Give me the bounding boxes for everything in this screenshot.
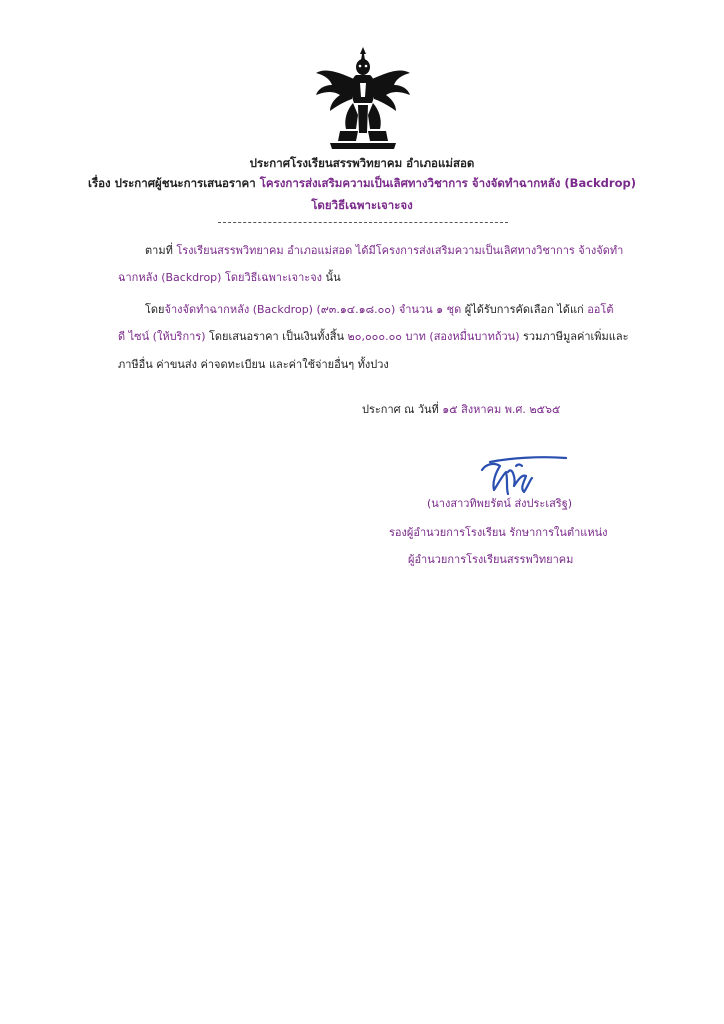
date-label: ประกาศ ณ วันที่	[362, 403, 439, 416]
announcement-date: ๑๕ สิงหาคม พ.ศ. ๒๕๖๕	[442, 403, 561, 416]
text-run: จำนวน	[398, 303, 433, 316]
signatory-name	[427, 496, 572, 512]
winner-name: ดี ไซน์ (ให้บริการ)	[118, 330, 206, 343]
dashed-divider	[218, 222, 508, 223]
quantity: ๑ ชุด	[436, 303, 462, 316]
price-text: บาท (สองหมื่นบาทถ้วน)	[405, 330, 520, 343]
paragraph-2-line-3	[118, 357, 389, 373]
handwritten-signature	[470, 452, 570, 500]
text-run: ผู้อำนวยการโรงเรียนสรรพวิทยาคม	[408, 553, 574, 566]
announcement-title	[0, 155, 724, 171]
method-line	[0, 197, 724, 213]
subject-line	[0, 175, 724, 191]
item-description: จ้างจัดทำฉากหลัง (Backdrop) (๙๓.๑๔.๑๘.๐๐)	[164, 303, 396, 316]
paragraph-1-line-2	[118, 270, 341, 286]
paragraph-2-line-2	[118, 329, 629, 345]
text-run: โดยเสนอราคา เป็นเงินทั้งสิ้น	[209, 330, 344, 343]
text-run: โดย	[145, 303, 165, 316]
signatory-position-1	[389, 525, 608, 541]
text-run: ภาษีอื่น ค่าขนส่ง ค่าจดทะเบียน และค่าใช้จ่ายอื่นๆ ทั้งปวง	[118, 358, 389, 371]
text-run: (นางสาวทิพยรัตน์ ส่งประเสริฐ)	[427, 497, 573, 510]
text-run: ฉากหลัง (Backdrop) โดยวิธีเฉพาะเจาะจง	[118, 271, 323, 284]
text-run: นั้น	[325, 271, 341, 284]
garuda-emblem-icon	[310, 45, 416, 153]
price-amount: ๒๐,๐๐๐.๐๐	[347, 330, 403, 343]
text-run: ผู้ได้รับการคัดเลือก ได้แก่	[464, 303, 584, 316]
winner-name: ออโต้	[587, 303, 614, 316]
text-run: รองผู้อำนวยการโรงเรียน รักษาการในตำแหน่ง	[389, 526, 608, 539]
subject-prefix: เรื่อง ประกาศผู้ชนะการเสนอราคา	[88, 176, 256, 190]
announcement-date-line	[362, 402, 560, 418]
signatory-position-2	[408, 552, 573, 568]
title-line: ประกาศโรงเรียนสรรพวิทยาคม อำเภอแม่สอด	[249, 156, 475, 170]
procurement-method: โดยวิธีเฉพาะเจาะจง	[311, 198, 413, 212]
paragraph-2-line-1	[145, 302, 613, 318]
text-run: ได้มีโครงการส่งเสริมความเป็นเลิศทางวิชาการ จ้างจัดทำ	[355, 244, 624, 257]
text-run: ตามที่	[145, 244, 173, 257]
school-name: โรงเรียนสรรพวิทยาคม อำเภอแม่สอด	[176, 244, 353, 257]
paragraph-1-line-1	[145, 243, 623, 259]
text-run: รวมภาษีมูลค่าเพิ่มและ	[523, 330, 629, 343]
project-name: โครงการส่งเสริมความเป็นเลิศทางวิชาการ จ้างจัดทำฉากหลัง (Backdrop)	[259, 176, 636, 190]
